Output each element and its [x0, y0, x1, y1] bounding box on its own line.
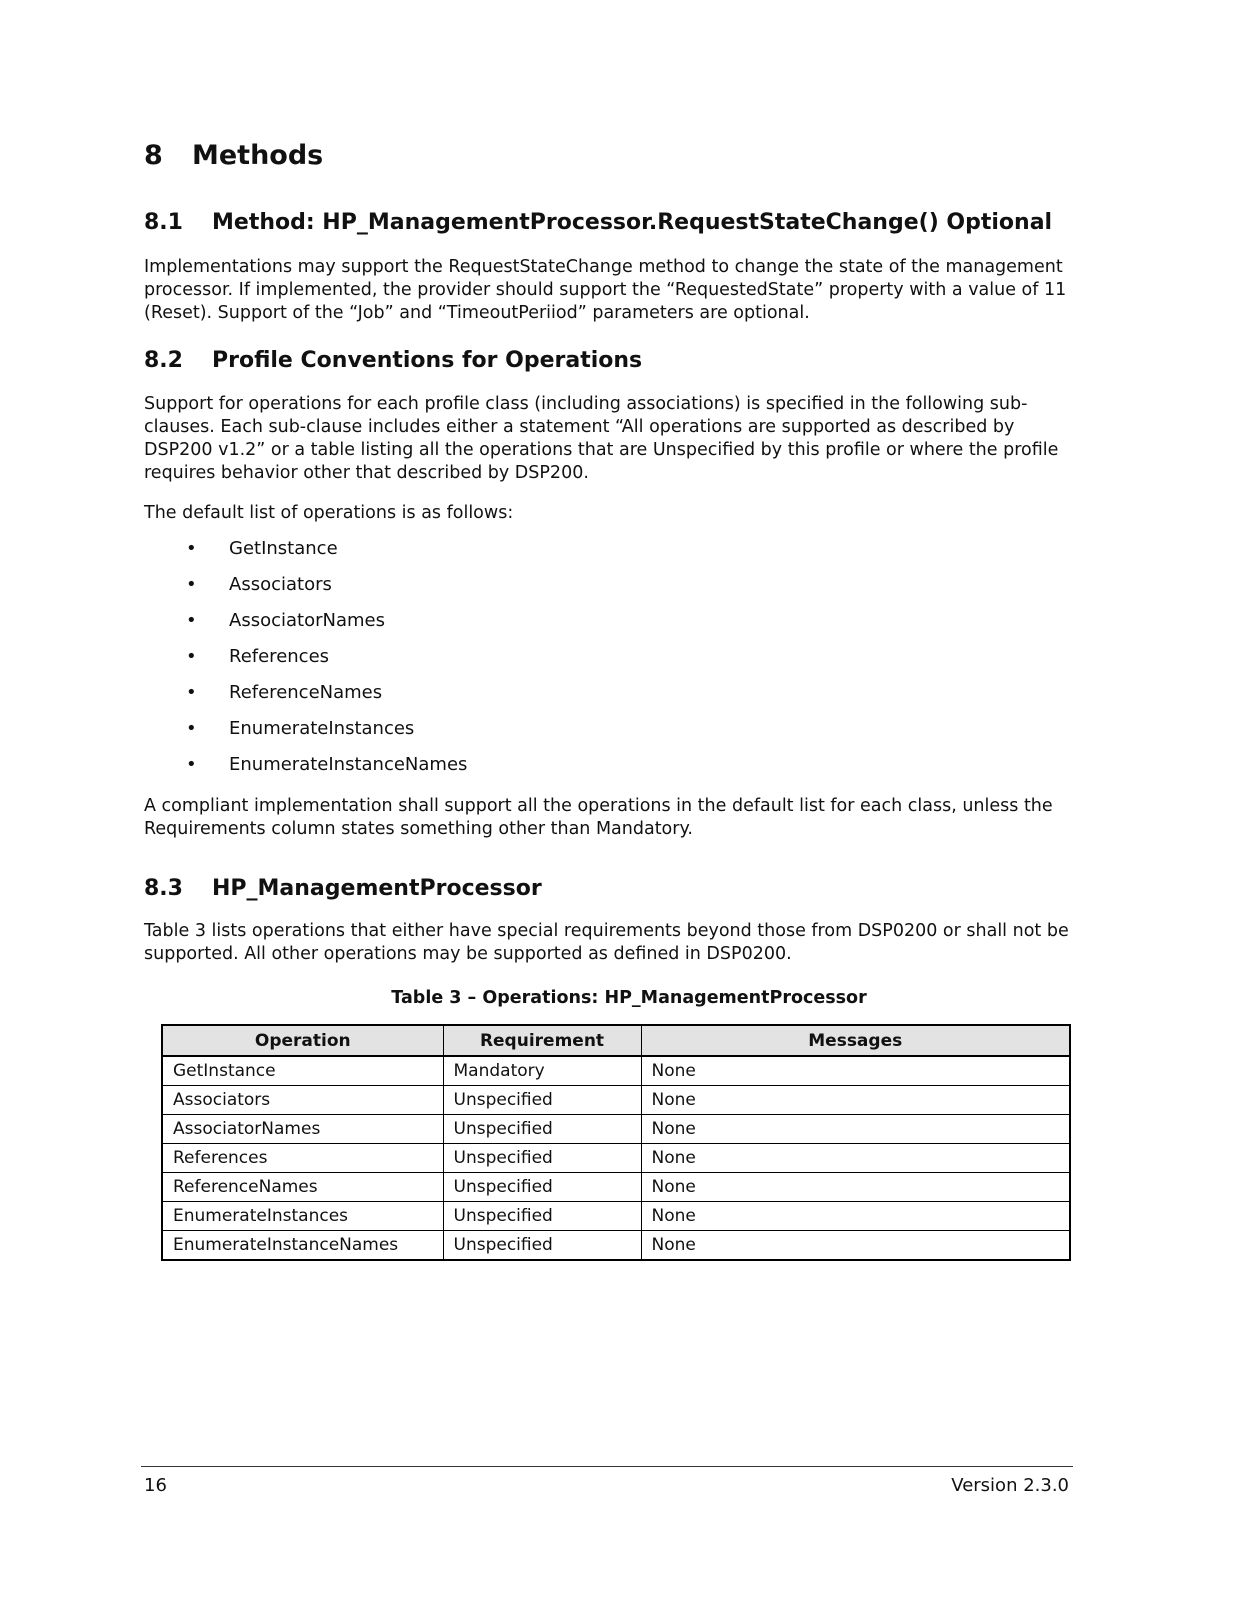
subsection-heading-8-2	[144, 348, 642, 373]
bullet-icon: •	[186, 718, 197, 739]
paragraph-request-state-change: Implementations may support the RequestStateChange method to change the state of the management processor. If implemented, the provider should support the “RequestedState” property with a value of 11 (Reset). Support of the “Job” and “TimeoutPeriiod” parameters are optional.	[144, 257, 1067, 323]
document-page: 8 Methods 8.1 Method: HP_ManagementProcessor.RequestStateChange() Optional Implementations may support the RequestStateChange method to change the state of the management processor. If implemented, the provider should support the “RequestedState” property with a value of 11 (Reset). Support of the “Job” and “TimeoutPeriiod” parameters are optional. 8.2 Profile Conventions for Operations Support for operations for each profile class (including associations) is specified in the following sub-clauses. Each sub-clause includes either a statement “All operations are supported as described by DSP200 v1.2” or a table listing all the operations that are Unspecified by this profile or where the profile requires behavior other that described by DSP200. The default list of operations is as follows: • GetInstance • Associators • AssociatorNames • References • ReferenceNames • EnumerateInstances • EnumerateInstanceNames A compliant implementation shall support all the operations in the default list for each class, unless the Requirements column states something other than Mandatory. 8.3 HP_ManagementProcessor Table 3 lists operations that either have special requirements beyond those from DSP0200 or shall not be supported. All other operations may be supported as defined in DSP0200. Table 3 – Operations: HP_ManagementProcessor Operation Requirement Messages GetInstance Mandatory None Associators Unspecified None AssociatorNames Unspecified None References Unspecified None ReferenceNames Unspecified None EnumerateInstances Unspecified None EnumerateInstanceNames Unspecified None 16 Version 2.3.0	[0, 0, 1237, 1600]
table-cell: None	[641, 1144, 1070, 1173]
bullet-icon: •	[186, 538, 197, 559]
subsection-number: 8.3	[144, 876, 183, 901]
table-cell: Associators	[162, 1086, 443, 1115]
paragraph-table-intro: Table 3 lists operations that either have special requirements beyond those from DSP0200 or shall not be supported. All other operations may be supported as defined in DSP0200.	[144, 921, 1069, 964]
table-cell: Unspecified	[443, 1231, 641, 1261]
table-cell: AssociatorNames	[162, 1115, 443, 1144]
table-cell: EnumerateInstanceNames	[162, 1231, 443, 1261]
footer-divider	[141, 1466, 1073, 1467]
page-number: 16	[144, 1475, 167, 1496]
table-cell: Unspecified	[443, 1086, 641, 1115]
paragraph-list-intro: The default list of operations is as follows:	[144, 503, 514, 523]
column-header-messages: Messages	[641, 1025, 1070, 1056]
table-cell: None	[641, 1173, 1070, 1202]
paragraph-compliance: A compliant implementation shall support all the operations in the default list for each class, unless the Requirements column states something other than Mandatory.	[144, 796, 1053, 839]
subsection-number: 8.1	[144, 210, 183, 235]
table-cell: Unspecified	[443, 1144, 641, 1173]
table-row	[162, 1231, 1070, 1261]
subsection-heading-8-1	[144, 210, 1052, 235]
subsection-number: 8.2	[144, 348, 183, 373]
bullet-icon: •	[186, 682, 197, 703]
table-cell: None	[641, 1202, 1070, 1231]
table-cell: None	[641, 1115, 1070, 1144]
subsection-title: Method: HP_ManagementProcessor.RequestStateChange() Optional	[212, 210, 1053, 235]
table-cell: GetInstance	[162, 1056, 443, 1086]
bullet-icon: •	[186, 754, 197, 775]
column-header-operation: Operation	[162, 1025, 443, 1056]
table-row	[162, 1086, 1070, 1115]
table-cell: Mandatory	[443, 1056, 641, 1086]
table-cell: Unspecified	[443, 1115, 641, 1144]
table-caption: Table 3 – Operations: HP_ManagementProcessor	[391, 988, 867, 1008]
table-row	[162, 1056, 1070, 1086]
section-title: Methods	[192, 140, 324, 171]
table-row	[162, 1144, 1070, 1173]
section-number: 8	[144, 140, 163, 171]
table-cell: Unspecified	[443, 1173, 641, 1202]
bullet-icon: •	[186, 646, 197, 667]
table-row	[162, 1173, 1070, 1202]
bullet-icon: •	[186, 610, 197, 631]
table-row	[162, 1115, 1070, 1144]
section-heading	[144, 140, 323, 171]
table-cell: None	[641, 1086, 1070, 1115]
table-cell: References	[162, 1144, 443, 1173]
table-cell: ReferenceNames	[162, 1173, 443, 1202]
table-cell: Unspecified	[443, 1202, 641, 1231]
bullet-icon: •	[186, 574, 197, 595]
table-header-row	[162, 1025, 1070, 1056]
paragraph-profile-conventions: Support for operations for each profile class (including associations) is specified in the following sub-clauses. Each sub-clause includes either a statement “All operations are supported as described by DSP200 v1.2” or a table listing all the operations that are Unspecified by this profile or where the profile requires behavior other that described by DSP200.	[144, 394, 1059, 483]
table-cell: None	[641, 1231, 1070, 1261]
subsection-heading-8-3	[144, 876, 542, 901]
document-version: Version 2.3.0	[951, 1475, 1069, 1496]
column-header-requirement: Requirement	[443, 1025, 641, 1056]
table-cell: EnumerateInstances	[162, 1202, 443, 1231]
table-row	[162, 1202, 1070, 1231]
operations-table	[161, 1024, 1071, 1261]
subsection-title: HP_ManagementProcessor	[212, 876, 542, 901]
subsection-title: Profile Conventions for Operations	[212, 348, 643, 373]
table-cell: None	[641, 1056, 1070, 1086]
